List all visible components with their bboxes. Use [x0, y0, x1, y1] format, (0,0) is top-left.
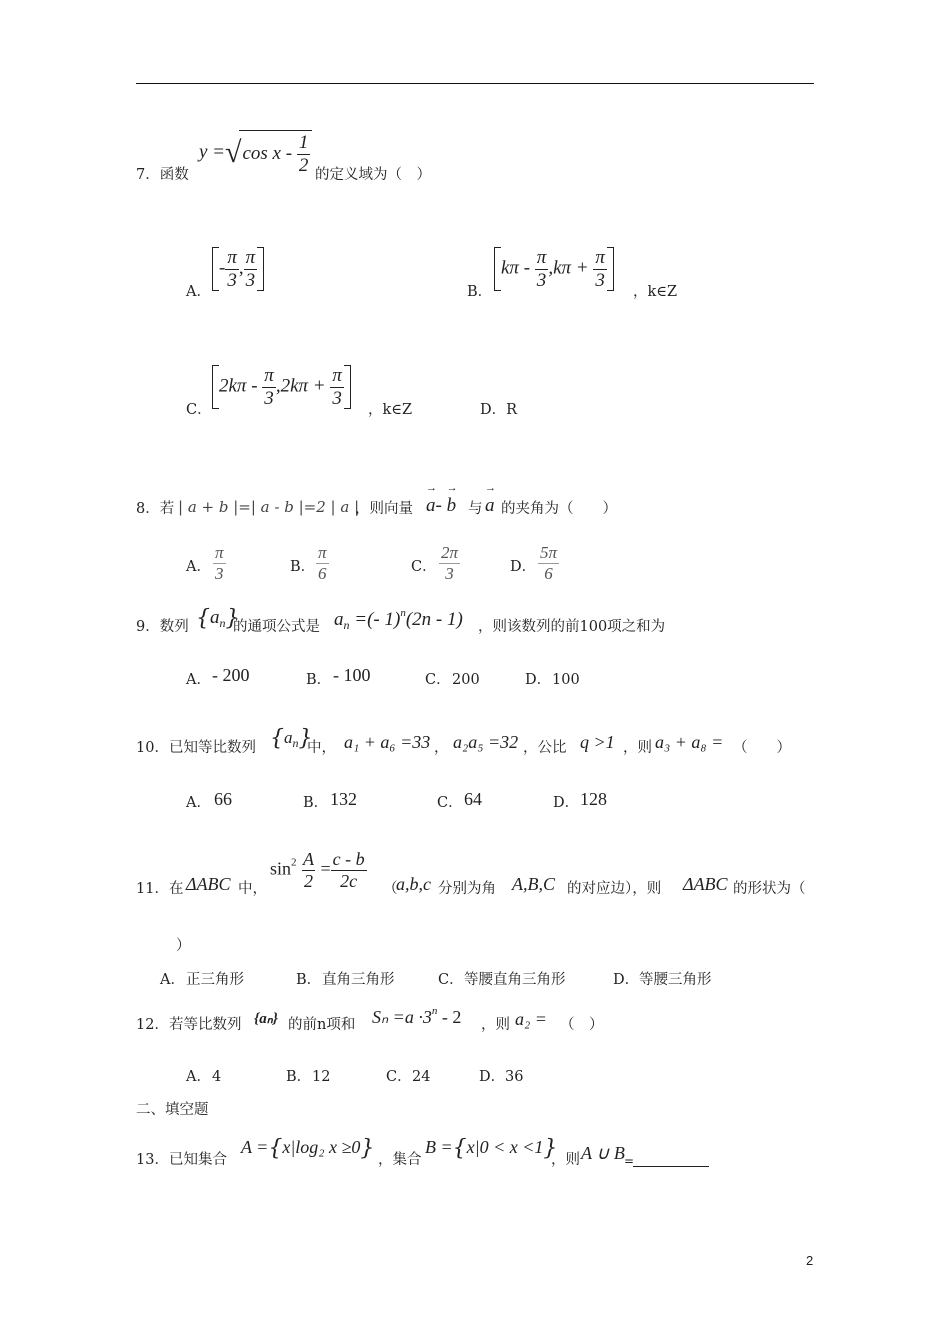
- q12-sum: $S_n =a \cdot 3^n - 2$: [372, 1005, 462, 1027]
- q12-option-a-label: A．: [186, 1069, 211, 1085]
- q10-sequence: $\{a_n\}$: [270, 726, 313, 751]
- q12-sequence: {aₙ}: [254, 1011, 278, 1027]
- q8-suffix: 的夹角为（ ）: [501, 501, 617, 517]
- q9-option-d-label: D．: [525, 672, 552, 688]
- q10-zhong: 中，: [307, 740, 336, 756]
- q12-option-b-label: B．: [286, 1069, 312, 1085]
- q8-number: 8．若: [136, 501, 175, 517]
- q12-paren: （ ）: [560, 1017, 604, 1033]
- q9-formula: $a_n$ =(- 1)$^n$(2n - 1): [334, 607, 463, 632]
- q11-equation: $\sin^2$ $\frac{A}{2}$ = $\frac{c - b}{2c}$: [270, 849, 365, 891]
- q11-suffix: 的形状为（: [733, 881, 806, 897]
- q11-option-a-label: A．: [160, 972, 185, 988]
- q13-set-a: A ={x|log₂ x ≥0}: [241, 1136, 375, 1161]
- q12-a2: a₂ =: [515, 1009, 547, 1029]
- q10-option-b: 132: [330, 789, 357, 809]
- q10-sep: ，: [434, 740, 449, 756]
- q11-option-b: 直角三角形: [322, 972, 395, 988]
- q12-option-b: 12: [312, 1069, 331, 1085]
- q7-kz-c: ，k∈Z: [368, 402, 413, 418]
- q12-number: 12．若等比数列: [136, 1017, 242, 1033]
- q9-option-b: - 100: [333, 665, 371, 685]
- q13-equals: =: [624, 1154, 635, 1168]
- q7-option-a-label: A．: [186, 284, 211, 300]
- q7-option-a: - $\frac{\pi}{3}$ , $\frac{\pi}{3}$: [212, 247, 264, 291]
- q7-kz-b: ，k∈Z: [633, 284, 678, 300]
- q10-eq1: a₁ + a₆ =33: [344, 732, 431, 752]
- q13-number: 13．已知集合: [136, 1152, 227, 1168]
- q8-option-b: $\frac{\pi}{6}$: [318, 543, 327, 583]
- q12-ze: ，则: [481, 1017, 510, 1033]
- q8-with: 与: [468, 501, 483, 517]
- q10-option-b-label: B．: [303, 795, 329, 811]
- q12-option-c: 24: [412, 1069, 431, 1085]
- q9-option-c-label: C．: [425, 672, 451, 688]
- q13-set-b: B ={x|0 < x <1}: [425, 1136, 558, 1161]
- header-rule: [136, 83, 814, 84]
- q13-ze: ，则: [551, 1152, 580, 1168]
- q8-vector-expr: → a- → b: [426, 496, 456, 515]
- q8-option-d: $\frac{5\pi}{6}$: [540, 543, 558, 583]
- q12-option-a: 4: [212, 1069, 222, 1085]
- section-heading-fill-in: 二、填空题: [136, 1102, 209, 1118]
- q9-number: 9．数列: [136, 619, 189, 635]
- q11-angles: A,B,C: [512, 874, 555, 894]
- q11-mid: 分别为角: [438, 881, 496, 897]
- q10-option-d-label: D．: [553, 795, 580, 811]
- q10-paren: （ ）: [733, 740, 791, 756]
- q8-option-c-label: C．: [411, 559, 437, 575]
- q11-sides: a,b,c: [396, 874, 431, 894]
- q10-option-c-label: C．: [437, 795, 463, 811]
- q9-sequence: $\{a_n\}$: [196, 606, 240, 631]
- q7-number: 7．函数: [136, 167, 189, 183]
- q10-ratio: q >1: [580, 732, 615, 752]
- q12-option-d: 36: [505, 1069, 524, 1085]
- q11-option-b-label: B．: [296, 972, 322, 988]
- q11-option-d: 等腰三角形: [639, 972, 712, 988]
- q8-vector-a: → a: [485, 496, 495, 515]
- q10-ze: ，则: [623, 740, 652, 756]
- q9-option-d: 100: [552, 672, 580, 688]
- q12-mid: 的前n项和: [288, 1017, 356, 1033]
- q9-option-a: - 200: [212, 665, 250, 685]
- q10-eq2: a₂a₅ =32: [453, 732, 519, 752]
- q8-option-a: $\frac{\pi}{3}$: [215, 543, 224, 583]
- q7-function: y =√cos x - $\frac{1}{2}$: [199, 130, 312, 176]
- q10-ask: a₃ + a₈ =: [655, 732, 724, 752]
- q13-comma: ，集合: [378, 1152, 422, 1168]
- page-number: 2: [806, 1253, 814, 1268]
- q10-option-d: 128: [580, 789, 607, 809]
- q9-mid: 的通项公式是: [233, 619, 320, 635]
- q13-answer-blank[interactable]: [633, 1152, 709, 1167]
- q9-option-b-label: B．: [306, 672, 332, 688]
- q10-option-a: 66: [214, 789, 232, 809]
- q11-option-c-label: C．: [438, 972, 464, 988]
- q11-paren-open: （: [383, 881, 398, 897]
- q11-close: ）: [176, 938, 191, 954]
- q11-triangle-2: ΔABC: [683, 874, 728, 894]
- q13-union: A ∪ B: [581, 1143, 625, 1163]
- q7-option-c-label: C．: [186, 402, 212, 418]
- q11-option-a: 正三角形: [186, 972, 244, 988]
- q11-number: 11．在: [136, 881, 184, 897]
- q8-condition: | a + b |=| a - b |=2 | a |: [178, 498, 360, 516]
- q7-option-c: 2kπ - $\frac{\pi}{3}$ ,2kπ + $\frac{\pi}{3}$: [212, 365, 351, 409]
- q8-option-c: $\frac{2\pi}{3}$: [441, 543, 459, 583]
- q9-option-a-label: A．: [186, 672, 211, 688]
- q8-option-a-label: A．: [186, 559, 211, 575]
- q7-suffix: 的定义域为（ ）: [315, 167, 431, 183]
- q9-suffix: ，则该数列的前100项之和为: [478, 619, 666, 635]
- q11-option-d-label: D．: [613, 972, 640, 988]
- q11-triangle: ΔABC: [186, 874, 231, 894]
- q7-option-d: D．R: [480, 402, 518, 418]
- q10-ratio-label: ，公比: [523, 740, 567, 756]
- q7-option-b: kπ - $\frac{\pi}{3}$ ,kπ + $\frac{\pi}{3}$: [494, 247, 614, 291]
- q11-mid2: 的对应边），则: [567, 881, 662, 897]
- q11-zhong: 中，: [238, 881, 267, 897]
- q10-option-a-label: A．: [186, 795, 211, 811]
- q8-mid: ，则向量: [355, 501, 413, 517]
- q11-option-c: 等腰直角三角形: [464, 972, 566, 988]
- q12-option-c-label: C．: [386, 1069, 412, 1085]
- q10-option-c: 64: [464, 789, 482, 809]
- q8-option-b-label: B．: [290, 559, 316, 575]
- q12-option-d-label: D．: [479, 1069, 506, 1085]
- q7-option-b-label: B．: [467, 284, 493, 300]
- q10-number: 10．已知等比数列: [136, 740, 256, 756]
- q9-option-c: 200: [452, 672, 480, 688]
- q8-option-d-label: D．: [510, 559, 537, 575]
